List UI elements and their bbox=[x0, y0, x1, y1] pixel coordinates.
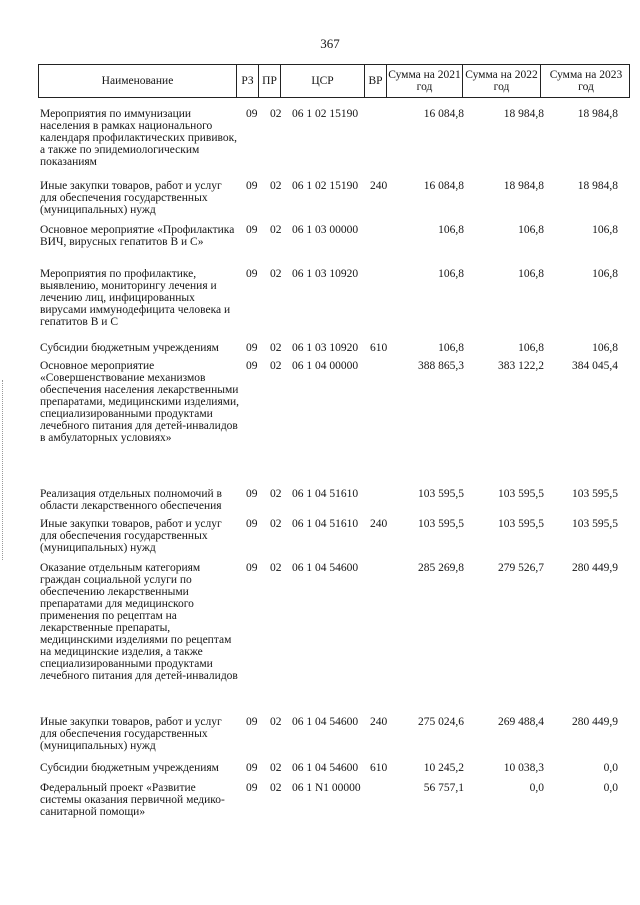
row-vr: 240 bbox=[370, 518, 388, 530]
row-name: Мероприятия по профилактике, выявлению, мониторингу лечения и лечению лиц, инфицированных вирусами иммунодефицита человека и гепатитов В и С bbox=[40, 268, 231, 328]
row-name: Оказание отдельным категориям граждан социальной услуги по обеспечению лекарственными препаратами для медицинского применения по рецептам на лекарственные препараты, медицинскими изделиями по рецептам на медицинские изделия, а также специализированными продуктами лечебного питания для детей-инвалидов bbox=[40, 562, 238, 682]
row-sum-2023: 0,0 bbox=[603, 762, 618, 774]
row-pr: 02 bbox=[270, 562, 282, 574]
row-vr: 610 bbox=[370, 762, 388, 774]
row-sum-2023: 18 984,8 bbox=[577, 108, 618, 120]
row-csr: 06 1 04 51610 bbox=[292, 518, 359, 530]
row-sum-2023: 0,0 bbox=[603, 782, 618, 794]
row-pr: 02 bbox=[270, 180, 282, 192]
header-sum-2021: Сумма на 2021 год bbox=[387, 65, 463, 97]
row-sum-2022: 269 488,4 bbox=[498, 716, 544, 728]
row-sum-2023: 280 449,9 bbox=[572, 716, 618, 728]
row-sum-2022: 106,8 bbox=[518, 268, 544, 280]
row-sum-2022: 103 595,5 bbox=[498, 488, 544, 500]
row-sum-2023: 103 595,5 bbox=[572, 488, 618, 500]
row-rz: 09 bbox=[246, 716, 258, 728]
row-sum-2022: 106,8 bbox=[518, 342, 544, 354]
row-sum-2022: 279 526,7 bbox=[498, 562, 544, 574]
row-rz: 09 bbox=[246, 488, 258, 500]
row-sum-2022: 103 595,5 bbox=[498, 518, 544, 530]
row-sum-2021: 285 269,8 bbox=[418, 562, 464, 574]
header-rz: РЗ bbox=[237, 65, 259, 97]
row-csr: 06 1 04 00000 bbox=[292, 360, 359, 372]
row-csr: 06 1 03 10920 bbox=[292, 268, 359, 280]
row-csr: 06 1 04 54600 bbox=[292, 762, 359, 774]
row-name: Субсидии бюджетным учреждениям bbox=[40, 342, 219, 354]
row-pr: 02 bbox=[270, 488, 282, 500]
table-header bbox=[38, 64, 630, 98]
row-csr: 06 1 02 15190 bbox=[292, 108, 359, 120]
row-sum-2021: 106,8 bbox=[438, 224, 464, 236]
row-vr: 240 bbox=[370, 716, 388, 728]
row-name: Федеральный проект «Развитие системы оказания первичной медико-санитарной помощи» bbox=[40, 782, 225, 818]
row-sum-2021: 103 595,5 bbox=[418, 488, 464, 500]
row-sum-2021: 16 084,8 bbox=[423, 180, 464, 192]
row-csr: 06 1 02 15190 bbox=[292, 180, 359, 192]
row-pr: 02 bbox=[270, 342, 282, 354]
row-sum-2022: 10 038,3 bbox=[503, 762, 544, 774]
row-sum-2021: 388 865,3 bbox=[418, 360, 464, 372]
row-name: Иные закупки товаров, работ и услуг для обеспечения государственных (муниципальных) нужд bbox=[40, 518, 222, 554]
row-sum-2021: 16 084,8 bbox=[423, 108, 464, 120]
row-sum-2023: 18 984,8 bbox=[577, 180, 618, 192]
row-pr: 02 bbox=[270, 518, 282, 530]
row-csr: 06 1 03 00000 bbox=[292, 224, 359, 236]
row-name: Основное мероприятие «Совершенствование механизмов обеспечения населения лекарственными препаратами, медицинскими изделиями, специализированными продуктами лечебного питания для детей-инвалидов в амбулаторных условиях» bbox=[40, 360, 240, 444]
row-sum-2023: 106,8 bbox=[592, 268, 618, 280]
row-rz: 09 bbox=[246, 108, 258, 120]
row-rz: 09 bbox=[246, 518, 258, 530]
header-name: Наименование bbox=[39, 65, 237, 97]
row-pr: 02 bbox=[270, 268, 282, 280]
row-name: Мероприятия по иммунизации населения в рамках национального календаря профилактических прививок, а также по эпидемиологическим показаниям bbox=[40, 108, 238, 168]
row-name: Иные закупки товаров, работ и услуг для обеспечения государственных (муниципальных) нужд bbox=[40, 716, 222, 752]
row-sum-2021: 103 595,5 bbox=[418, 518, 464, 530]
row-pr: 02 bbox=[270, 762, 282, 774]
row-rz: 09 bbox=[246, 782, 258, 794]
row-csr: 06 1 04 54600 bbox=[292, 716, 359, 728]
row-pr: 02 bbox=[270, 782, 282, 794]
scan-margin-marks bbox=[2, 380, 9, 560]
row-sum-2022: 106,8 bbox=[518, 224, 544, 236]
row-rz: 09 bbox=[246, 224, 258, 236]
row-sum-2021: 106,8 bbox=[438, 342, 464, 354]
row-sum-2023: 106,8 bbox=[592, 342, 618, 354]
header-sum-2023: Сумма на 2023 год bbox=[549, 69, 623, 93]
row-pr: 02 bbox=[270, 360, 282, 372]
row-csr: 06 1 N1 00000 bbox=[292, 782, 361, 794]
row-sum-2023: 106,8 bbox=[592, 224, 618, 236]
row-sum-2022: 383 122,2 bbox=[498, 360, 544, 372]
row-name: Основное мероприятие «Профилактика ВИЧ, вирусных гепатитов В и С» bbox=[40, 224, 235, 248]
row-sum-2021: 275 024,6 bbox=[418, 716, 464, 728]
header-pr: ПР bbox=[259, 65, 281, 97]
row-rz: 09 bbox=[246, 360, 258, 372]
row-csr: 06 1 04 51610 bbox=[292, 488, 359, 500]
row-sum-2021: 56 757,1 bbox=[423, 782, 464, 794]
row-sum-2023: 103 595,5 bbox=[572, 518, 618, 530]
header-csr: ЦСР bbox=[281, 65, 365, 97]
row-sum-2022: 18 984,8 bbox=[503, 180, 544, 192]
row-sum-2021: 10 245,2 bbox=[423, 762, 464, 774]
row-pr: 02 bbox=[270, 716, 282, 728]
row-vr: 240 bbox=[370, 180, 388, 192]
row-sum-2023: 280 449,9 bbox=[572, 562, 618, 574]
page-number: 367 bbox=[320, 36, 340, 51]
row-vr: 610 bbox=[370, 342, 388, 354]
row-name: Иные закупки товаров, работ и услуг для обеспечения государственных (муниципальных) нужд bbox=[40, 180, 222, 216]
row-rz: 09 bbox=[246, 268, 258, 280]
row-sum-2022: 18 984,8 bbox=[503, 108, 544, 120]
row-rz: 09 bbox=[246, 762, 258, 774]
row-rz: 09 bbox=[246, 342, 258, 354]
row-sum-2021: 106,8 bbox=[438, 268, 464, 280]
row-name: Субсидии бюджетным учреждениям bbox=[40, 762, 219, 774]
row-pr: 02 bbox=[270, 108, 282, 120]
header-vr: ВР bbox=[365, 65, 387, 97]
row-sum-2022: 0,0 bbox=[529, 782, 544, 794]
row-sum-2023: 384 045,4 bbox=[572, 360, 618, 372]
header-sum-2022: Сумма на 2022 год bbox=[463, 65, 541, 97]
row-csr: 06 1 03 10920 bbox=[292, 342, 359, 354]
row-name: Реализация отдельных полномочий в области лекарственного обеспечения bbox=[40, 488, 222, 512]
row-rz: 09 bbox=[246, 562, 258, 574]
row-rz: 09 bbox=[246, 180, 258, 192]
row-pr: 02 bbox=[270, 224, 282, 236]
row-csr: 06 1 04 54600 bbox=[292, 562, 359, 574]
